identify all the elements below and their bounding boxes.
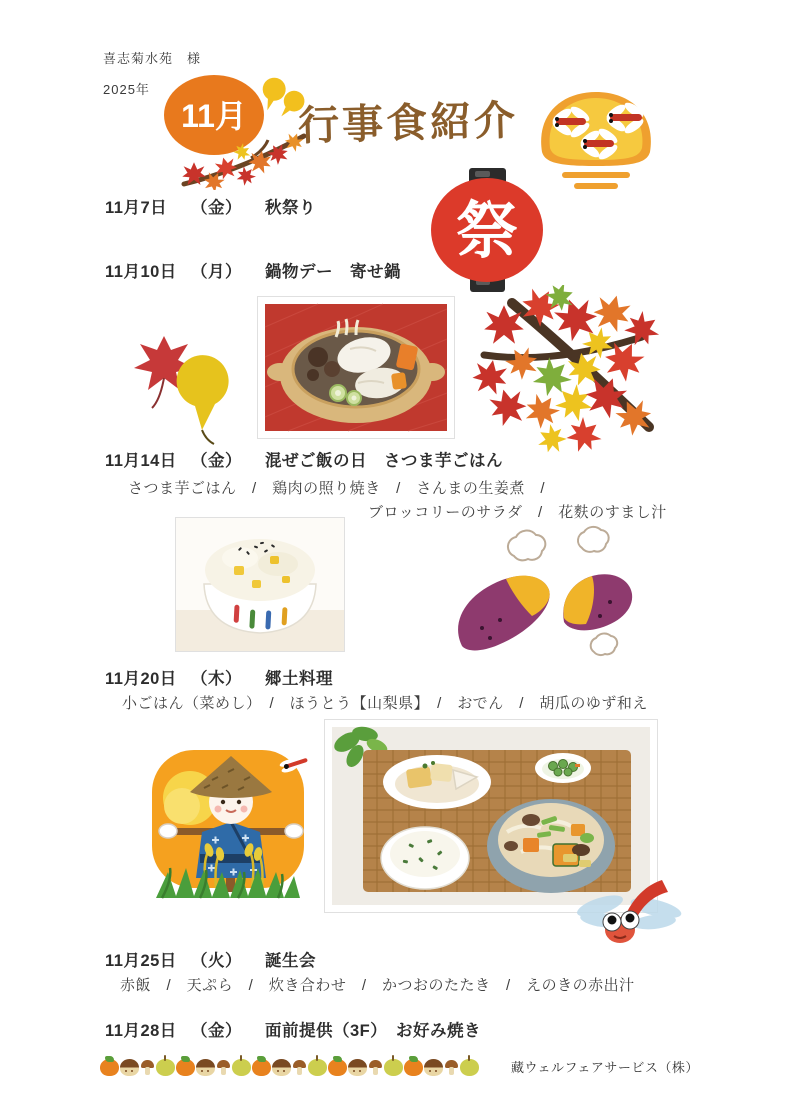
- mushroom-icon: [292, 1056, 307, 1076]
- chestnut-icon: [120, 1059, 139, 1076]
- pear-icon: [232, 1059, 251, 1076]
- company-name: 藏ウェルフェアサービス（株）: [511, 1060, 699, 1075]
- event-title: 混ぜご飯の日 さつま芋ごはん: [265, 452, 503, 470]
- persimmon-icon: [328, 1059, 347, 1076]
- maple-branch-icon: [464, 285, 666, 453]
- nabe-photo: [258, 297, 454, 438]
- client-name: 喜志菊水苑 様: [103, 51, 202, 66]
- sweet-potato-icon: [448, 524, 640, 666]
- pear-icon: [308, 1059, 327, 1076]
- chestnut-icon: [196, 1059, 215, 1076]
- event-date: 11月10日: [105, 263, 177, 281]
- pear-icon: [384, 1059, 403, 1076]
- event-day: （金）: [191, 199, 242, 217]
- event-day: （火）: [191, 952, 242, 970]
- maple-ginkgo-leaves-icon: [118, 334, 248, 446]
- menu-line: さつま芋ごはん / 鶏肉の照り焼き / さんまの生姜煮 /: [128, 480, 546, 497]
- event-date: 11月14日: [105, 452, 177, 470]
- event-day: （木）: [191, 670, 242, 688]
- event-title: 鍋物デー 寄せ鍋: [265, 263, 401, 281]
- event-date: 11月20日: [105, 670, 177, 688]
- pear-icon: [460, 1059, 479, 1076]
- persimmon-icon: [100, 1059, 119, 1076]
- event-date: 11月25日: [105, 952, 177, 970]
- pear-icon: [156, 1059, 175, 1076]
- persimmon-icon: [252, 1059, 271, 1076]
- scarecrow-icon: [142, 740, 320, 910]
- menu-line: 赤飯 / 天ぷら / 炊き合わせ / かつおのたたき / えのきの赤出汁: [120, 977, 635, 994]
- fruit-border: [100, 1052, 480, 1076]
- event-date: 11月28日: [105, 1022, 177, 1040]
- chestnut-icon: [424, 1059, 443, 1076]
- menu-line: 小ごはん（菜めし） / ほうとう【山梨県】 / おでん / 胡瓜のゆず和え: [122, 695, 648, 712]
- lantern-character: 祭: [455, 197, 519, 266]
- year-label: 2025年: [103, 82, 150, 97]
- page-title: 行事食紹介: [297, 97, 519, 149]
- festival-lantern-icon: [428, 166, 546, 294]
- red-dragonfly-icon: [574, 876, 686, 954]
- event-day: （月）: [191, 263, 242, 281]
- sweet-potato-rice-photo: [176, 518, 344, 651]
- month-badge-icon: [156, 70, 308, 190]
- event-day: （金）: [191, 452, 242, 470]
- event-date: 11月7日: [105, 199, 168, 217]
- event-row: [105, 947, 316, 971]
- sun-dragonflies-icon: [532, 86, 660, 194]
- event-row: [105, 1017, 481, 1041]
- event-row: [105, 665, 333, 689]
- menu-line: ブロッコリーのサラダ / 花麩のすまし汁: [368, 504, 667, 521]
- persimmon-icon: [404, 1059, 423, 1076]
- month-badge-label: 11月: [181, 98, 247, 134]
- chestnut-icon: [348, 1059, 367, 1076]
- event-row: [105, 258, 401, 282]
- event-row: [105, 194, 316, 218]
- event-title: 誕生会: [265, 952, 316, 970]
- mushroom-icon: [368, 1056, 383, 1076]
- event-title: 秋祭り: [265, 199, 316, 217]
- event-title: 面前提供（3F） お好み焼き: [265, 1022, 482, 1040]
- event-day: （金）: [191, 1022, 242, 1040]
- chestnut-icon: [272, 1059, 291, 1076]
- mushroom-icon: [140, 1056, 155, 1076]
- mushroom-icon: [444, 1056, 459, 1076]
- event-title: 郷土料理: [265, 670, 333, 688]
- mushroom-icon: [216, 1056, 231, 1076]
- persimmon-icon: [176, 1059, 195, 1076]
- event-row: [105, 447, 503, 471]
